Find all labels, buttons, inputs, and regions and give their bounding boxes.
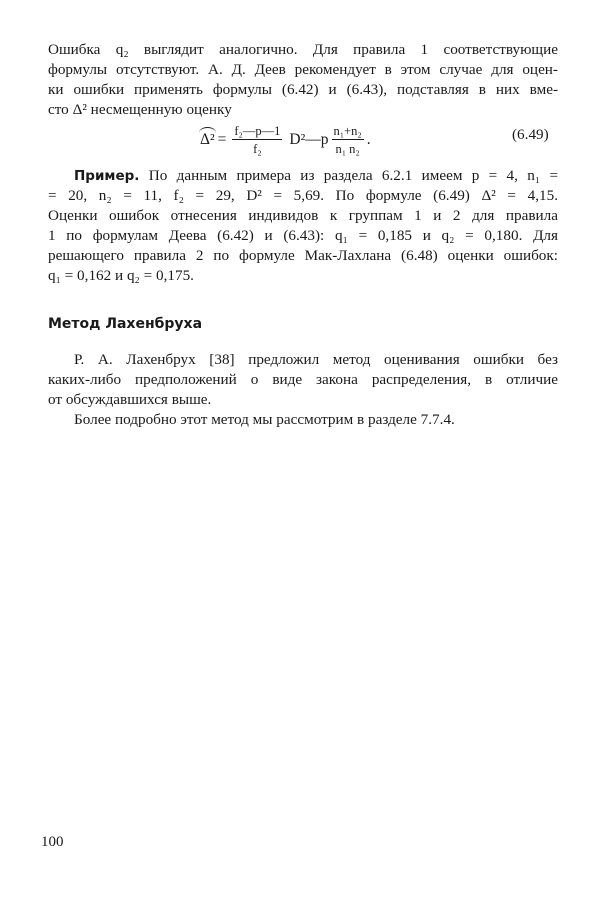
text-line: = 20, n₂ = 11, f₂ = 29, D² = 5,69. По формуле (6.49) Δ² = 4,15. (48, 187, 558, 204)
formula-middle: D²—p (289, 131, 329, 148)
formula-6-49 (200, 118, 371, 162)
equation-number: (6.49) (512, 126, 549, 143)
text-line (48, 166, 558, 186)
text-line: Оценки ошибок отнесения индивидов к группам 1 и 2 для правила (48, 207, 558, 224)
paragraph-example (48, 166, 558, 286)
fraction-2-denominator: n₁ n₂ (335, 142, 360, 156)
text-line: Ошибка q₂ выглядит аналогично. Для правила 1 соответствующие (48, 41, 558, 58)
text-line: q₁ = 0,162 и q₂ = 0,175. (48, 267, 194, 284)
formula-lhs: Δ² (200, 131, 215, 148)
fraction-1-denominator: f₂ (253, 142, 262, 156)
text-line: сто Δ² несмещенную оценку (48, 101, 232, 118)
text-line: от обсуждавшихся выше. (48, 391, 212, 408)
text-line: 1 по формулам Деева (6.42) и (6.43): q₁ = 0,185 и q₂ = 0,180. Для (48, 227, 558, 244)
text-line: каких-либо предположений о виде закона распределения, в отличие (48, 371, 558, 388)
fraction-1-numerator: f₂—p—1 (234, 124, 281, 138)
text-line: Более подробно этот метод мы рассмотрим в разделе 7.7.4. (74, 411, 455, 428)
fraction-2-numerator: n₁+n₂ (333, 124, 362, 138)
page-number: 100 (41, 834, 64, 850)
paragraph-intro (48, 40, 558, 120)
example-line-text: По данным примера из раздела 6.2.1 имеем p = 4, n₁ = (148, 167, 559, 184)
section-heading: Метод Лахенбруха (48, 316, 203, 332)
fraction-1 (232, 124, 282, 156)
equals-sign: = (217, 131, 227, 148)
formula-period: . (366, 131, 371, 148)
example-label: Пример. (74, 168, 140, 184)
fraction-2 (332, 124, 364, 156)
text-line: ки ошибки применять формулы (6.42) и (6.43), подставляя в них вме- (48, 81, 558, 98)
text-line: формулы отсутствуют. А. Д. Деев рекомендует в этом случае для оцен- (48, 61, 558, 78)
paragraph-lachenbruch (48, 350, 558, 430)
text-line: Р. А. Лахенбрух [38] предложил метод оценивания ошибки без (74, 351, 558, 368)
text-line: решающего правила 2 по формуле Мак-Лахлана (6.48) оценки ошибок: (48, 247, 558, 264)
